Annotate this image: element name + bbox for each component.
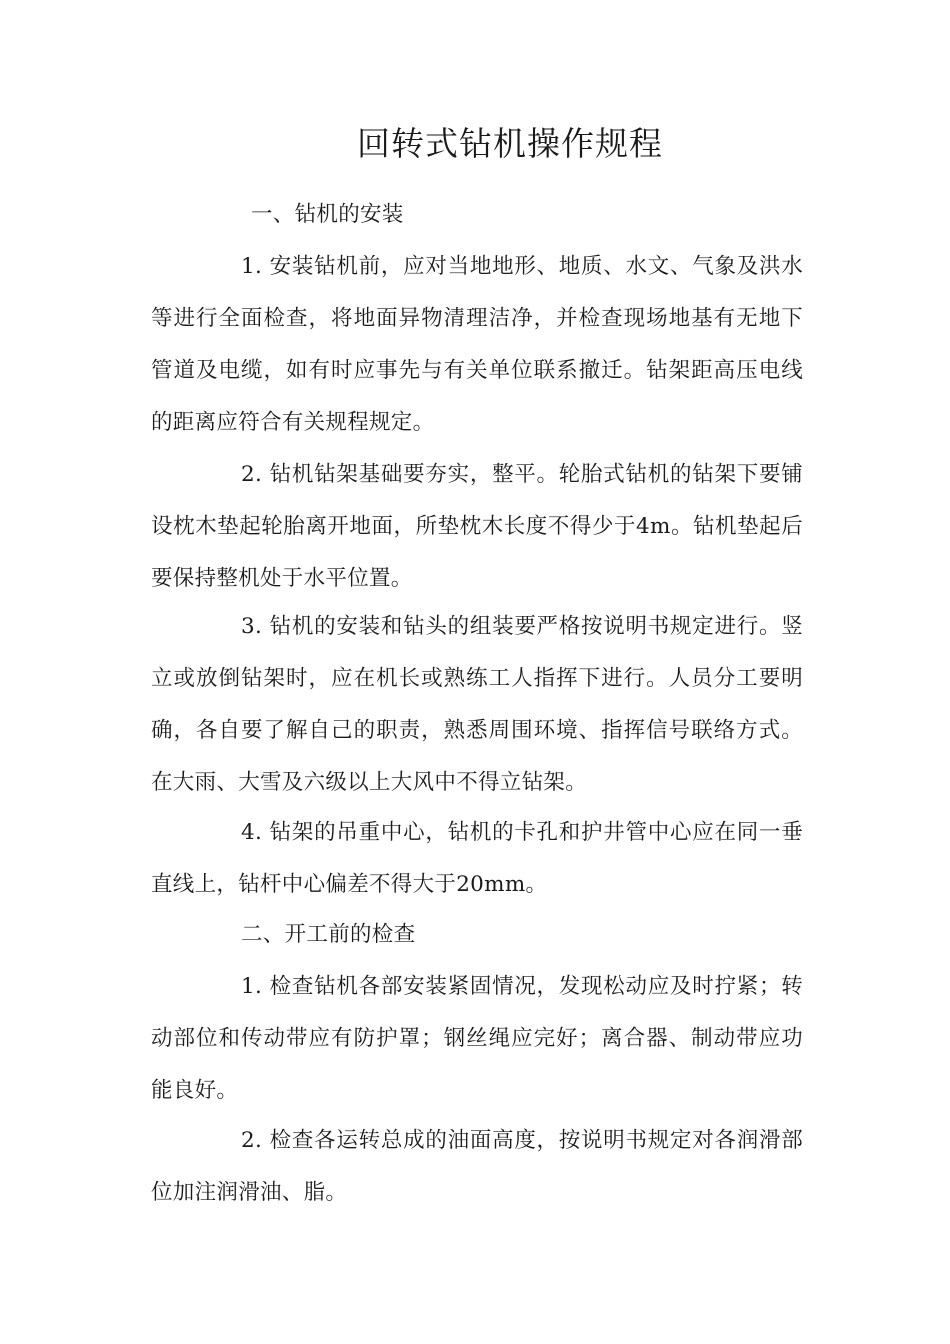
- section-heading-installation: 一、钻机的安装: [251, 202, 404, 227]
- paragraph-installation-4: 4. 钻架的吊重中心，钻机的卡孔和护井管中心应在同一垂直线上，钻杆中心偏差不得大于20mm。: [151, 820, 803, 897]
- paragraph-installation-2: 2. 钻机钻架基础要夯实，整平。轮胎式钻机的钻架下要铺设枕木垫起轮胎离开地面，所垫枕木长度不得少于4m。钻机垫起后要保持整机处于水平位置。: [151, 462, 803, 591]
- section-heading-pre-start-check: 二、开工前的检查: [241, 922, 416, 947]
- paragraph-installation-3: 3. 钻机的安装和钻头的组装要严格按说明书规定进行。竖立或放倒钻架时，应在机长或熟练工人指挥下进行。人员分工要明确，各自要了解自己的职责，熟悉周围环境、指挥信号联络方式。在大雨、大雪及六级以上大风中不得立钻架。: [151, 614, 803, 795]
- paragraph-check-1: 1. 检查钻机各部安装紧固情况，发现松动应及时拧紧；转动部位和传动带应有防护罩；钢丝绳应完好；离合器、制动带应功能良好。: [151, 974, 803, 1103]
- paragraph-installation-1: 1. 安装钻机前，应对当地地形、地质、水文、气象及洪水等进行全面检查，将地面异物清理洁净，并检查现场地基有无地下管道及电缆，如有时应事先与有关单位联系撤迁。钻架距高压电线的距离应符合有关规程规定。: [151, 254, 803, 435]
- paragraph-check-2: 2. 检查各运转总成的油面高度，按说明书规定对各润滑部位加注润滑油、脂。: [151, 1128, 803, 1205]
- document-title: 回转式钻机操作规程: [357, 124, 663, 163]
